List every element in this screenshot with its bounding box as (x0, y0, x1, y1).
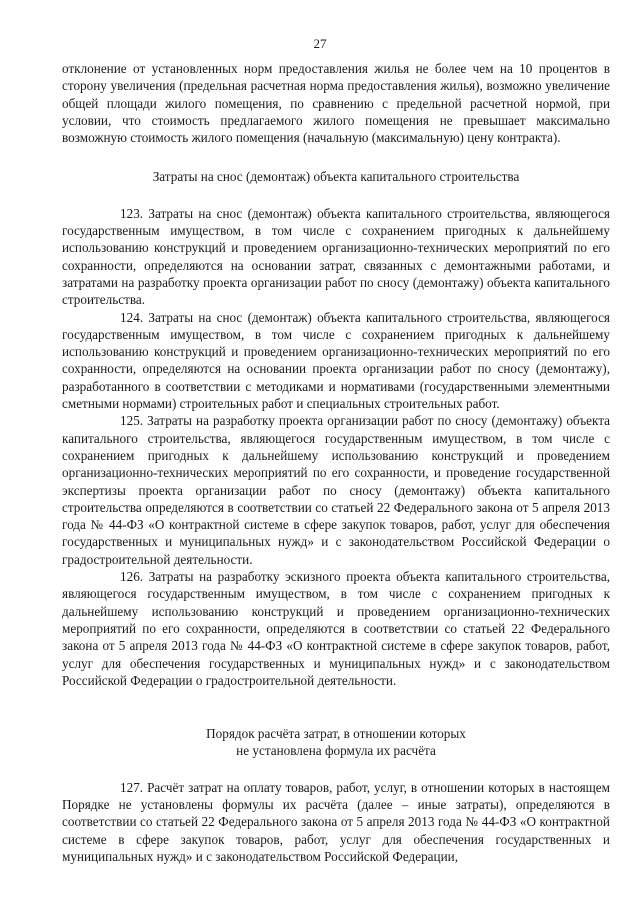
section-heading-line-1: Порядок расчёта затрат, в отношении которых (206, 726, 466, 742)
section-heading-demolition: Затраты на снос (демонтаж) объекта капитального строительства (152, 169, 520, 185)
paragraph-123: 123. Затраты на снос (демонтаж) объекта капитального строительства, являющегося государственным имуществом, в том числе с сохранением пригодных к дальнейшему использованию конструкций и проведением организационно-технических мероприятий по его сохранности, определяются на основании затрат, связанных с демонтажными работами, и затратами на разработку проекта организации работ по сносу (демонтажу) объекта капитального строительства. (62, 205, 610, 308)
page-number: 27 (313, 36, 327, 51)
paragraph-125: 125. Затраты на разработку проекта организации работ по сносу (демонтажу) объекта капитального строительства, являющегося государственным имуществом, в том числе с сохранением пригодных к дальнейшему использованию конструкций и проведением организационно-технических мероприятий по его сохранности, и проведение государственной экспертизы проекта организации работ по сносу (демонтажу) объекта капитального строительства определяются в соответствии со статьей 22 Федерального закона от 5 апреля 2013 года № 44-ФЗ «О контрактной системе в сфере закупок товаров, работ, услуг для обеспечения государственных и муниципальных нужд» и с законодательством Российской Федерации о градостроительной деятельности. (62, 413, 610, 567)
paragraph-124: 124. Затраты на снос (демонтаж) объекта капитального строительства, являющегося государственным имуществом, в том числе с сохранением пригодных к дальнейшему использованию конструкций и проведением организационно-технических мероприятий по его сохранности, определяются на основании проекта организации работ по сносу (демонтажу), разработанного в соответствии с методиками и нормативами (государственными элементными сметными нормами) строительных работ и специальных строительных работ. (62, 309, 610, 412)
section-heading-line-2: не установлена формула их расчёта (236, 743, 436, 759)
paragraph-127: 127. Расчёт затрат на оплату товаров, работ, услуг, в отношении которых в настоящем Порядке не установлены формулы их расчёта (далее – иные затраты), определяются в соответствии со статьей 22 Федерального закона от 5 апреля 2013 года № 44-ФЗ «О контрактной системе в сфере закупок товаров, работ, услуг для обеспечения государственных и муниципальных нужд» и с законодательством Российской Федерации, (62, 779, 610, 864)
continuation-paragraph: отклонение от установленных норм предоставления жилья не более чем на 10 процентов в сторону увеличения (предельная расчетная норма предоставления жилья), возможно увеличение общей площади жилого помещения, по сравнению с предельной расчетной нормой, при условии, что стоимость предлагаемого жилого помещения не превышает максимально возможную стоимость жилого помещения (начальную (максимальную) цену контракта). (62, 61, 610, 146)
section-heading-other-costs (62, 725, 610, 760)
document-body (62, 60, 610, 865)
paragraph-126: 126. Затраты на разработку эскизного проекта объекта капитального строительства, являющегося государственным имуществом, в том числе с сохранением пригодных к дальнейшему использованию конструкций и проведением организационно-технических мероприятий по его сохранности, определяются в соответствии со статьей 22 Федерального закона от 5 апреля 2013 года № 44-ФЗ «О контрактной системе в сфере закупок товаров, работ, услуг для обеспечения государственных и муниципальных нужд» и с законодательством Российской Федерации о градостроительной деятельности. (62, 569, 610, 688)
